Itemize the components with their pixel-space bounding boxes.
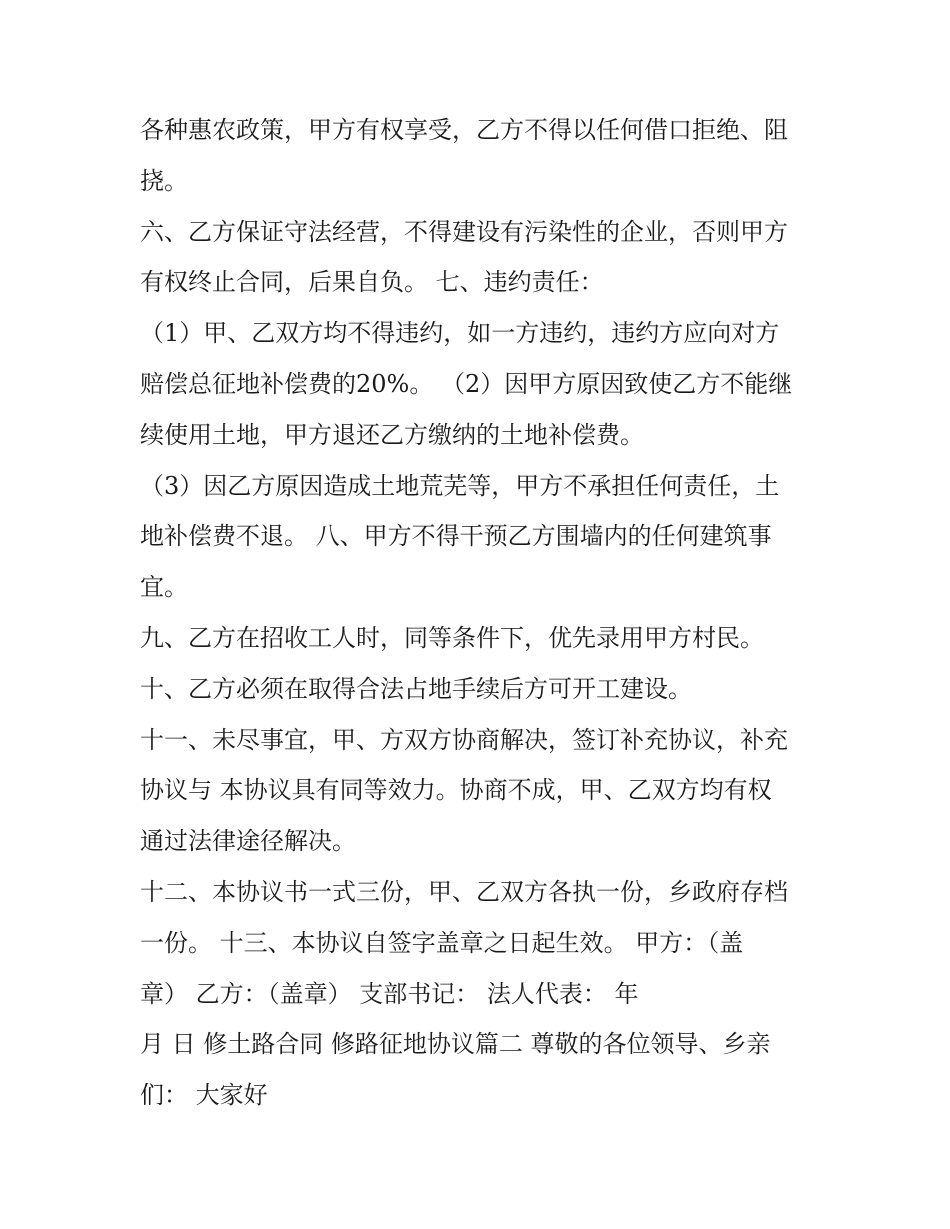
text-line: 宜。 — [140, 573, 188, 602]
text-line: （3）因乙方原因造成土地荒芜等，甲方不承担任何责任，土 — [140, 471, 780, 500]
text-line: 六、乙方保证守法经营，不得建设有污染性的企业，否则甲方 — [140, 217, 788, 246]
text-line: 十二、本协议书一式三份，甲、乙双方各执一份，乡政府存档 — [140, 877, 788, 906]
document-body — [140, 105, 820, 1121]
text-line: 们： 大家好 — [140, 1081, 268, 1110]
text-line: 挠。 — [140, 166, 188, 195]
text-line: 通过法律途径解决。 — [140, 827, 356, 856]
text-line: 十一、未尽事宜，甲、方双方协商解决，签订补充协议，补充 — [140, 725, 788, 754]
text-line: 一份。 十三、本协议自签字盖章之日起生效。 甲方：（盖 — [140, 928, 744, 957]
text-line: （1）甲、乙双方均不得违约，如一方违约，违约方应向对方 — [140, 319, 780, 348]
text-line: 续使用土地，甲方退还乙方缴纳的土地补偿费。 — [140, 420, 644, 449]
text-line: 各种惠农政策，甲方有权享受，乙方不得以任何借口拒绝、阻 — [140, 116, 788, 144]
text-line: 章） 乙方：（盖章） 支部书记： 法人代表： 年 — [140, 979, 639, 1008]
text-line: 十、乙方必须在取得合法占地手续后方可开工建设。 — [140, 674, 692, 703]
text-line: 地补偿费不退。 八、甲方不得干预乙方围墙内的任何建筑事 — [140, 522, 772, 551]
text-line: 协议与 本协议具有同等效力。协商不成，甲、乙双方均有权 — [140, 776, 772, 805]
text-line: 赔偿总征地补偿费的20%。 （2）因甲方原因致使乙方不能继 — [140, 369, 793, 398]
text-line: 有权终止合同，后果自负。 七、违约责任： — [140, 268, 604, 297]
text-line: 九、乙方在招收工人时，同等条件下，优先录用甲方村民。 — [140, 623, 764, 652]
text-line: 月 日 修土路合同 修路征地协议篇二 尊敬的各位领导、乡亲 — [140, 1030, 771, 1059]
